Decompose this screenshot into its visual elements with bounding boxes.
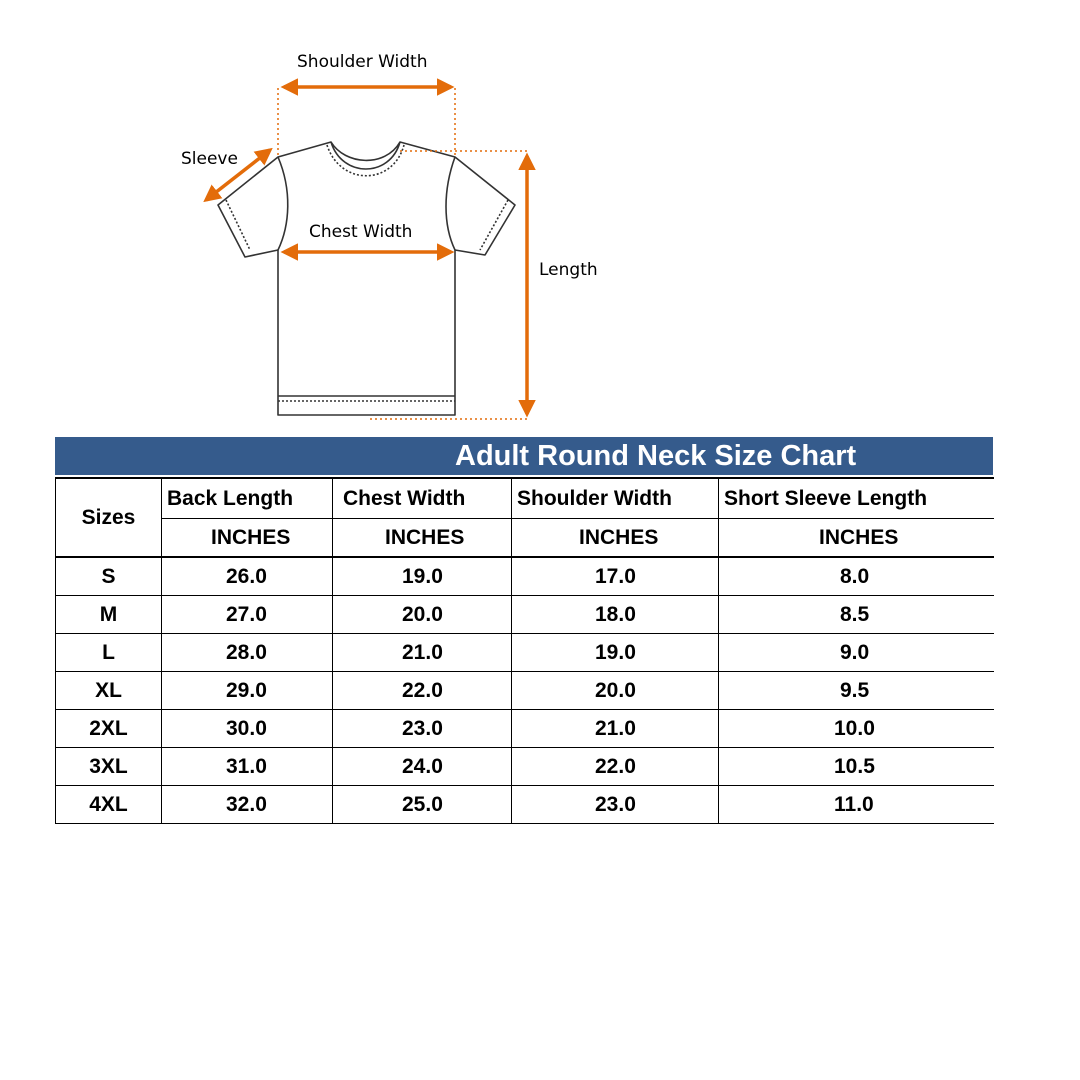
- shoulder-width-cell: 19.0: [512, 634, 719, 672]
- table-row: [56, 748, 994, 786]
- shoulder-width-cell: 17.0: [512, 557, 719, 596]
- chest-width-cell: 24.0: [333, 748, 512, 786]
- size-cell: 2XL: [56, 710, 162, 748]
- shoulder-width-label: Shoulder Width: [297, 52, 428, 72]
- back-length-cell: 27.0: [162, 596, 333, 634]
- sleeve-length-cell: 8.5: [719, 596, 994, 634]
- chest-width-cell: 21.0: [333, 634, 512, 672]
- table-row: [56, 710, 994, 748]
- shoulder-width-cell: 23.0: [512, 786, 719, 824]
- sleeve-length-cell: 10.0: [719, 710, 994, 748]
- chest-width-cell: 25.0: [333, 786, 512, 824]
- column-header-short-sleeve-length: Short Sleeve Length: [719, 478, 994, 519]
- length-label: Length: [539, 260, 598, 280]
- chest-width-label: Chest Width: [309, 222, 413, 242]
- back-length-cell: 26.0: [162, 557, 333, 596]
- chest-width-cell: 19.0: [333, 557, 512, 596]
- size-cell: 4XL: [56, 786, 162, 824]
- size-cell: M: [56, 596, 162, 634]
- chest-width-cell: 20.0: [333, 596, 512, 634]
- tshirt-measurement-diagram: [0, 0, 1080, 440]
- size-chart-table: [55, 477, 994, 824]
- unit-shoulder-width: INCHES: [512, 519, 719, 558]
- sleeve-label: Sleeve: [181, 149, 238, 169]
- back-length-cell: 31.0: [162, 748, 333, 786]
- shoulder-width-cell: 22.0: [512, 748, 719, 786]
- chart-title: Adult Round Neck Size Chart: [455, 440, 857, 472]
- shoulder-width-cell: 21.0: [512, 710, 719, 748]
- column-header-shoulder-width: Shoulder Width: [512, 478, 719, 519]
- table-row: [56, 557, 994, 596]
- size-cell: L: [56, 634, 162, 672]
- column-header-back-length: Back Length: [162, 478, 333, 519]
- chest-width-cell: 23.0: [333, 710, 512, 748]
- unit-back-length: INCHES: [162, 519, 333, 558]
- table-row: [56, 672, 994, 710]
- sleeve-length-cell: 8.0: [719, 557, 994, 596]
- sleeve-length-cell: 11.0: [719, 786, 994, 824]
- sleeve-length-cell: 9.0: [719, 634, 994, 672]
- size-cell: XL: [56, 672, 162, 710]
- header-row-labels: [56, 478, 994, 519]
- table-row: [56, 786, 994, 824]
- sleeve-length-cell: 10.5: [719, 748, 994, 786]
- unit-short-sleeve-length: INCHES: [719, 519, 994, 558]
- shoulder-width-cell: 20.0: [512, 672, 719, 710]
- size-cell: 3XL: [56, 748, 162, 786]
- size-cell: S: [56, 557, 162, 596]
- back-length-cell: 29.0: [162, 672, 333, 710]
- shoulder-width-cell: 18.0: [512, 596, 719, 634]
- back-length-cell: 30.0: [162, 710, 333, 748]
- table-row: [56, 634, 994, 672]
- chart-title-bar: [55, 437, 993, 475]
- table-row: [56, 596, 994, 634]
- back-length-cell: 28.0: [162, 634, 333, 672]
- chest-width-cell: 22.0: [333, 672, 512, 710]
- unit-chest-width: INCHES: [333, 519, 512, 558]
- back-length-cell: 32.0: [162, 786, 333, 824]
- sleeve-length-cell: 9.5: [719, 672, 994, 710]
- header-row-units: [56, 519, 994, 558]
- column-header-chest-width: Chest Width: [333, 478, 512, 519]
- sizes-header: Sizes: [56, 478, 162, 557]
- tshirt-icon: [218, 142, 515, 415]
